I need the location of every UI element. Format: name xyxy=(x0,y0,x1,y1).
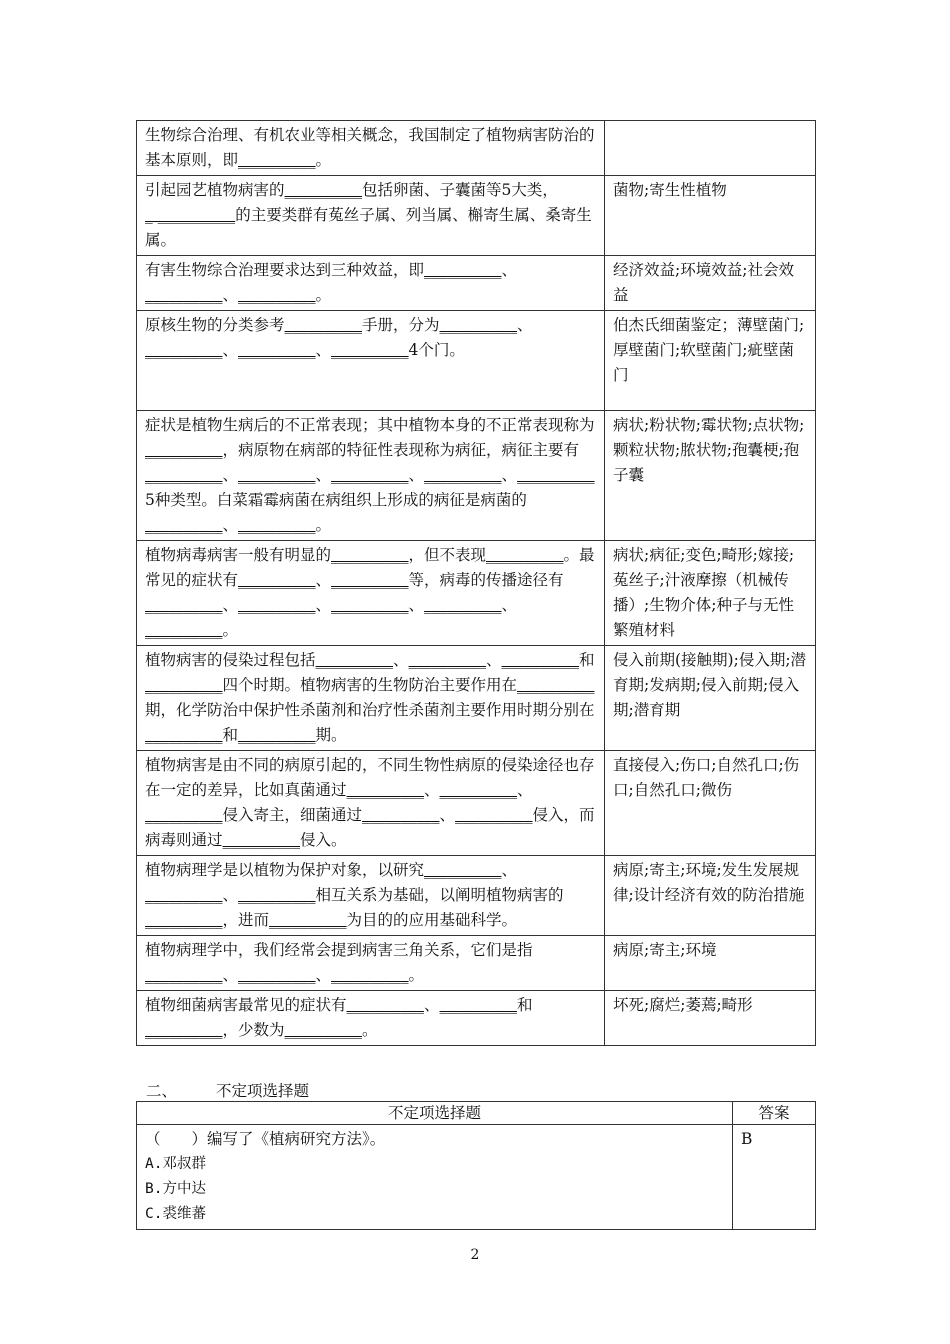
table-header-row xyxy=(137,1102,816,1125)
table-row xyxy=(137,121,816,176)
answer-cell xyxy=(605,121,816,176)
answer-cell: 病原;寄主;环境;发生发展规律;设计经济有效的防治措施 xyxy=(605,856,816,936)
answer-blank: __________ xyxy=(145,1021,223,1039)
question-cell xyxy=(137,411,605,541)
question-cell xyxy=(137,121,605,176)
question-text: 和 xyxy=(579,651,595,669)
answer-blank: __________ xyxy=(145,596,223,614)
question-cell xyxy=(137,176,605,256)
question-text: 。 xyxy=(315,286,332,304)
question-text: 相互关系为基础，以阐明植物病害的 xyxy=(315,886,564,904)
answer-cell: B xyxy=(733,1125,816,1230)
answer-blank: __________ xyxy=(238,571,316,589)
question-text: 侵入寄主，细菌通过 xyxy=(222,806,363,824)
section-heading xyxy=(146,1079,309,1101)
answer-cell: 侵入前期(接触期);侵入期;潜育期;发病期;侵入前期;侵入期;潜育期 xyxy=(605,646,816,751)
answer-cell: 病原;寄主;环境 xyxy=(605,936,816,991)
question-cell xyxy=(137,1125,733,1230)
answer-blank: __________ xyxy=(238,596,316,614)
answer-blank: __________ xyxy=(315,651,394,669)
question-text: 和 xyxy=(517,996,533,1014)
table-row xyxy=(137,751,816,856)
answer-blank: __________ xyxy=(145,441,223,459)
answer-cell: 病状;粉状物;霉状物;点状物;颗粒状物;脓状物;孢囊梗;孢子囊 xyxy=(605,411,816,541)
question-text: 期，化学防治中保护性杀菌剂和治疗性杀菌剂主要作用时期分别在 xyxy=(145,701,595,719)
question-text: 。 xyxy=(362,1021,378,1039)
question-text: 。 xyxy=(315,151,332,169)
option-a: A.邓叔群 xyxy=(145,1156,206,1172)
table-row xyxy=(137,311,816,411)
answer-blank: __________ xyxy=(145,466,223,484)
answer-blank: __________ xyxy=(145,726,223,744)
question-text: 、 xyxy=(222,286,239,304)
answer-cell: 伯杰氏细菌鉴定；薄壁菌门;厚壁菌门;软壁菌门;疵壁菌门 xyxy=(605,311,816,411)
section-title: 不定项选择题 xyxy=(216,1082,310,1100)
question-text: 包括卵菌、子囊菌等5大类， xyxy=(362,181,558,199)
answer-cell: 直接侵入;伤口;自然孔口;伤口;自然孔口;微伤 xyxy=(605,751,816,856)
answer-cell: 坏死;腐烂;萎蔫;畸形 xyxy=(605,991,816,1046)
answer-blank: __________ xyxy=(439,781,518,799)
answer-blank: __________ xyxy=(455,806,533,824)
answer-blank: __________ xyxy=(238,966,316,984)
question-text: 植物病理学是以植物为保护对象，以研究 xyxy=(145,861,425,879)
answer-blank: _ __________ xyxy=(145,206,236,224)
question-text: 、 xyxy=(393,651,409,669)
question-text: 四个时期。植物病害的生物防治主要作用在 xyxy=(222,676,518,694)
answer-blank: __________ xyxy=(145,806,223,824)
answer-blank: __________ xyxy=(439,996,518,1014)
question-text: 、 xyxy=(486,651,502,669)
question-text: 、 xyxy=(501,261,518,279)
answer-blank: __________ xyxy=(501,651,580,669)
question-text: 手册，分为 xyxy=(362,316,440,334)
fill-in-table xyxy=(136,120,816,1046)
option-c: C.裘维蕃 xyxy=(145,1206,206,1222)
question-text: 生物综合治理、有机农业等相关概念，我国制定了植物病害防治的基本原则，即 xyxy=(145,126,595,169)
question-cell xyxy=(137,311,605,411)
question-text: 、 xyxy=(501,596,518,614)
question-text: 、 xyxy=(424,996,440,1014)
answer-blank: __________ xyxy=(238,286,316,304)
question-text: 、 xyxy=(222,886,239,904)
answer-blank: __________ xyxy=(424,596,502,614)
question-text: 、 xyxy=(222,596,239,614)
answer-blank: __________ xyxy=(346,996,425,1014)
answer-blank: __________ xyxy=(346,781,425,799)
multiple-choice-table xyxy=(136,1101,816,1230)
table-row xyxy=(137,541,816,646)
question-cell xyxy=(137,256,605,311)
answer-blank: __________ xyxy=(238,466,316,484)
answer-blank: __________ xyxy=(238,516,316,534)
answer-blank: __________ xyxy=(238,726,316,744)
answer-blank: __________ xyxy=(284,316,363,334)
header-question-cell: 不定项选择题 xyxy=(137,1102,733,1125)
question-text: 原核生物的分类参考 xyxy=(145,316,285,334)
question-text: 植物病毒病害一般有明显的 xyxy=(145,546,332,564)
page-number: 2 xyxy=(470,1247,480,1263)
answer-blank: __________ xyxy=(145,966,223,984)
question-cell xyxy=(137,646,605,751)
answer-blank: __________ xyxy=(331,466,409,484)
question-text: 引起园艺植物病害的 xyxy=(145,181,285,199)
section-number: 二、 xyxy=(146,1082,178,1100)
question-text: 植物细菌病害最常见的症状有 xyxy=(145,996,347,1014)
option-b: B.方中达 xyxy=(145,1181,206,1197)
question-text: 、 xyxy=(222,466,239,484)
question-text: 、 xyxy=(408,596,425,614)
question-text: 为目的的应用基础科学。 xyxy=(346,911,518,929)
answer-blank: __________ xyxy=(424,261,502,279)
question-text: 和 xyxy=(222,726,239,744)
question-text: 。 xyxy=(408,966,425,984)
question-text: 。最常见的症状有 xyxy=(145,546,595,589)
question-text: 、 xyxy=(315,966,332,984)
table-row xyxy=(137,256,816,311)
question-text: 侵入。 xyxy=(300,831,347,849)
table-row xyxy=(137,411,816,541)
table-row xyxy=(137,176,816,256)
answer-blank: __________ xyxy=(424,466,502,484)
answer-blank: __________ xyxy=(486,546,564,564)
question-text: 、 xyxy=(517,781,533,799)
answer-blank: __________ xyxy=(331,571,409,589)
answer-blank: __________ xyxy=(331,966,409,984)
question-text: ，病原物在病部的特征性表现称为病征，病征主要有 xyxy=(222,441,580,459)
question-text: ，少数为 xyxy=(222,1021,285,1039)
question-text: ，进而 xyxy=(222,911,270,929)
answer-blank: __________ xyxy=(331,596,409,614)
question-text: 。 xyxy=(315,516,332,534)
table-row xyxy=(137,1125,816,1230)
question-text: 侵入，而病毒则通过 xyxy=(145,806,595,849)
question-cell xyxy=(137,541,605,646)
fill-in-table-body xyxy=(137,121,816,1046)
question-text: 植物病害的侵染过程包括 xyxy=(145,651,316,669)
question-text: 、 xyxy=(222,516,239,534)
question-cell xyxy=(137,751,605,856)
answer-blank: __________ xyxy=(145,886,223,904)
answer-blank: __________ xyxy=(424,861,502,879)
question-text: 、 xyxy=(517,316,533,334)
question-text: 等，病毒的传播途径有 xyxy=(408,571,564,589)
answer-blank: __________ xyxy=(238,341,316,359)
question-stem: （ ）编写了《植病研究方法》。 xyxy=(145,1130,386,1148)
answer-cell: 病状;病征;变色;畸形;嫁接;菟丝子;汁液摩擦（机械传播）;生物介体;种子与无性繁殖材料 xyxy=(605,541,816,646)
table-row xyxy=(137,856,816,936)
question-cell xyxy=(137,991,605,1046)
question-cell xyxy=(137,856,605,936)
question-text: 、 xyxy=(222,341,239,359)
table-row xyxy=(137,646,816,751)
question-text: 植物病害是由不同的病原引起的，不同生物性病原的侵染途径也存在一定的差异，比如真菌通过 xyxy=(145,756,595,799)
answer-blank: __________ xyxy=(269,911,347,929)
answer-blank: __________ xyxy=(284,1021,363,1039)
question-text: 、 xyxy=(315,466,332,484)
question-text: 期。 xyxy=(315,726,347,744)
question-cell xyxy=(137,936,605,991)
question-text: 植物病理学中，我们经常会提到病害三角关系，它们是指 xyxy=(145,941,533,959)
question-text: 、 xyxy=(315,571,332,589)
question-text: 的主要类群有菟丝子属、列当属、槲寄生属、桑寄生属。 xyxy=(145,206,592,249)
answer-cell: 菌物;寄生性植物 xyxy=(605,176,816,256)
question-text: 4个门。 xyxy=(408,341,465,359)
question-text: 、 xyxy=(424,781,440,799)
question-text: 、 xyxy=(439,806,456,824)
answer-blank: __________ xyxy=(145,341,223,359)
answer-blank: __________ xyxy=(145,516,223,534)
answer-blank: __________ xyxy=(331,546,409,564)
question-text: 症状是植物生病后的不正常表现；其中植物本身的不正常表现称为 xyxy=(145,416,595,434)
answer-blank: __________ xyxy=(145,286,223,304)
table-row xyxy=(137,991,816,1046)
answer-blank: __________ xyxy=(222,831,301,849)
question-text: 、 xyxy=(315,596,332,614)
answer-blank: __________ xyxy=(517,466,595,484)
answer-blank: __________ xyxy=(238,886,316,904)
header-answer-cell: 答案 xyxy=(733,1102,816,1125)
question-text: 有害生物综合治理要求达到三种效益，即 xyxy=(145,261,425,279)
question-text: 、 xyxy=(501,861,518,879)
answer-blank: __________ xyxy=(145,676,223,694)
answer-blank: __________ xyxy=(331,341,409,359)
answer-cell: 经济效益;环境效益;社会效益 xyxy=(605,256,816,311)
answer-blank: __________ xyxy=(238,151,316,169)
answer-blank: __________ xyxy=(517,676,595,694)
question-text: 5种类型。白菜霜霉病菌在病组织上形成的病征是病菌的 xyxy=(145,491,527,509)
table-row xyxy=(137,936,816,991)
answer-blank: __________ xyxy=(284,181,363,199)
answer-blank: __________ xyxy=(145,911,223,929)
answer-blank: __________ xyxy=(439,316,518,334)
question-text: 。 xyxy=(222,621,239,639)
answer-blank: __________ xyxy=(362,806,440,824)
answer-blank: __________ xyxy=(408,651,487,669)
answer-blank: __________ xyxy=(145,621,223,639)
question-text: ，但不表现 xyxy=(408,546,487,564)
question-text: 、 xyxy=(222,966,239,984)
question-text: 、 xyxy=(408,466,425,484)
question-text: 、 xyxy=(501,466,518,484)
question-text: 、 xyxy=(315,341,332,359)
